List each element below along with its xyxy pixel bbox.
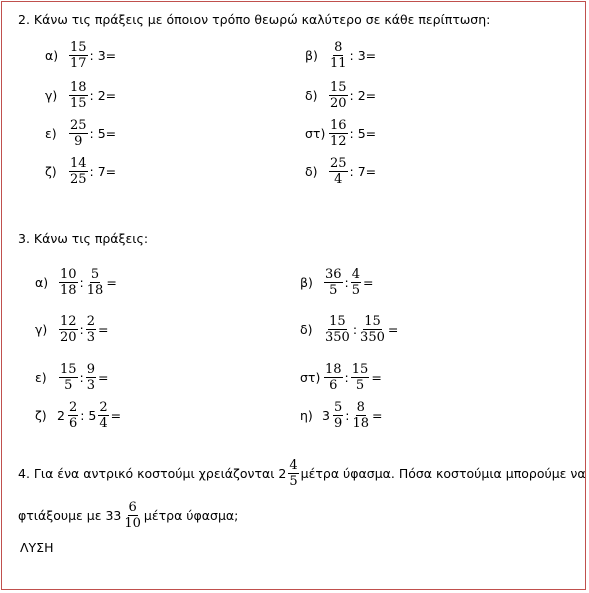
q3-item-b: β) $\frac{36}{5}$ : $\frac{4}{5}$ = [300,267,374,298]
item-label: δ) [305,164,318,179]
q2-item-b [305,40,376,71]
item-label: στ) [300,370,321,385]
fraction: $\frac{5}{9}$ [333,400,343,431]
operation: : 7= [349,164,377,179]
q3-item-i: η) 3 $\frac{5}{9}$ : $\frac{8}{18}$ = [300,400,383,431]
fraction: $\frac{15}{20}$ [330,80,347,111]
fraction: $\frac{25}{9}$ [70,118,87,149]
item-label: α) [35,275,49,290]
q2-item-st [305,118,376,149]
item-label: δ) [300,322,313,337]
item-label: ζ) [45,164,57,179]
q2-item-d [305,80,376,111]
fraction: $\frac{9}{3}$ [86,362,96,393]
q4-text: μέτρα ύφασμα. Πόσα κοστούμια μπορούμε να [300,466,586,481]
fraction: $\frac{4}{5}$ [351,267,361,298]
item-label: γ) [45,88,58,103]
item-label: γ) [35,322,48,337]
fraction: $\frac{2}{4}$ [99,400,108,431]
fraction: $\frac{15}{5}$ [351,362,369,393]
q3-item-a: α) $\frac{10}{18}$ : $\frac{5}{18}$ = [35,267,117,298]
fraction: $\frac{4}{5}$ [289,458,298,489]
fraction: $\frac{6}{10}$ [124,500,141,531]
q4-text: μέτρα ύφασμα; [143,508,239,523]
q3-item-e: ε) $\frac{15}{5}$ : $\frac{9}{3}$ = [35,362,109,393]
q2-item-c [45,80,116,111]
fraction: $\frac{15}{350}$ [325,314,350,345]
operation: : 5= [89,126,117,141]
fraction: $\frac{10}{18}$ [60,267,77,298]
item-label: β) [300,275,313,290]
solution-label: ΛΥΣΗ [20,540,54,555]
operation: : 7= [89,164,117,179]
q3-heading: 3. Κάνω τις πράξεις: [18,231,149,246]
fraction: $\frac{15}{5}$ [60,362,77,393]
fraction: $\frac{8}{11}$ [330,40,347,71]
q4-text: φτιάξουμε με 33 [18,508,122,523]
q2-item-z [45,156,116,187]
whole-part: 2 [57,408,65,423]
fraction: $\frac{25}{4}$ [330,156,347,187]
q4-line-2 [18,500,238,531]
fraction: $\frac{14}{25}$ [70,156,87,187]
q3-item-d: δ) $\frac{15}{350}$ : $\frac{15}{350}$ = [300,314,399,345]
item-label: στ) [305,126,326,141]
fraction: $\frac{36}{5}$ [325,267,342,298]
q4-line-1 [18,458,586,489]
fraction: $\frac{15}{350}$ [360,314,385,345]
fraction: $\frac{2}{6}$ [68,400,78,431]
fraction: $\frac{5}{18}$ [86,267,104,298]
fraction: $\frac{2}{3}$ [86,314,96,345]
fraction: $\frac{15}{17}$ [70,40,87,71]
item-label: η) [300,408,313,423]
fraction: $\frac{8}{18}$ [352,400,369,431]
item-label: ε) [45,126,57,141]
item-label: β) [305,48,318,63]
q3-item-z: ζ) 2 $\frac{2}{6}$ : 5 $\frac{2}{4}$ = [35,400,122,431]
q4-text: 4. Για ένα αντρικό κοστούμι χρειάζονται 2 [18,466,287,481]
operation: : 3= [89,48,117,63]
q2-heading: 2. Κάνω τις πράξεις με όποιον τρόπο θεωρώ καλύτερο σε κάθε περίπτωση: [18,12,491,27]
operation: : 5= [349,126,377,141]
fraction: $\frac{18}{6}$ [325,362,342,393]
q2-item-e [45,118,116,149]
whole-part: 3 [322,408,330,423]
fraction: $\frac{12}{20}$ [60,314,77,345]
q2-item-d2 [305,156,376,187]
fraction: $\frac{16}{12}$ [330,118,347,149]
fraction: $\frac{18}{15}$ [70,80,87,111]
item-label: δ) [305,88,318,103]
operation: : 2= [349,88,377,103]
item-label: α) [45,48,59,63]
q3-item-c: γ) $\frac{12}{20}$ : $\frac{2}{3}$ = [35,314,109,345]
operation: : 2= [89,88,117,103]
item-label: ζ) [35,408,47,423]
q3-item-st: στ) $\frac{18}{6}$ : $\frac{15}{5}$ = [300,362,382,393]
operation: : 3= [349,48,377,63]
q2-item-a [45,40,116,71]
item-label: ε) [35,370,47,385]
